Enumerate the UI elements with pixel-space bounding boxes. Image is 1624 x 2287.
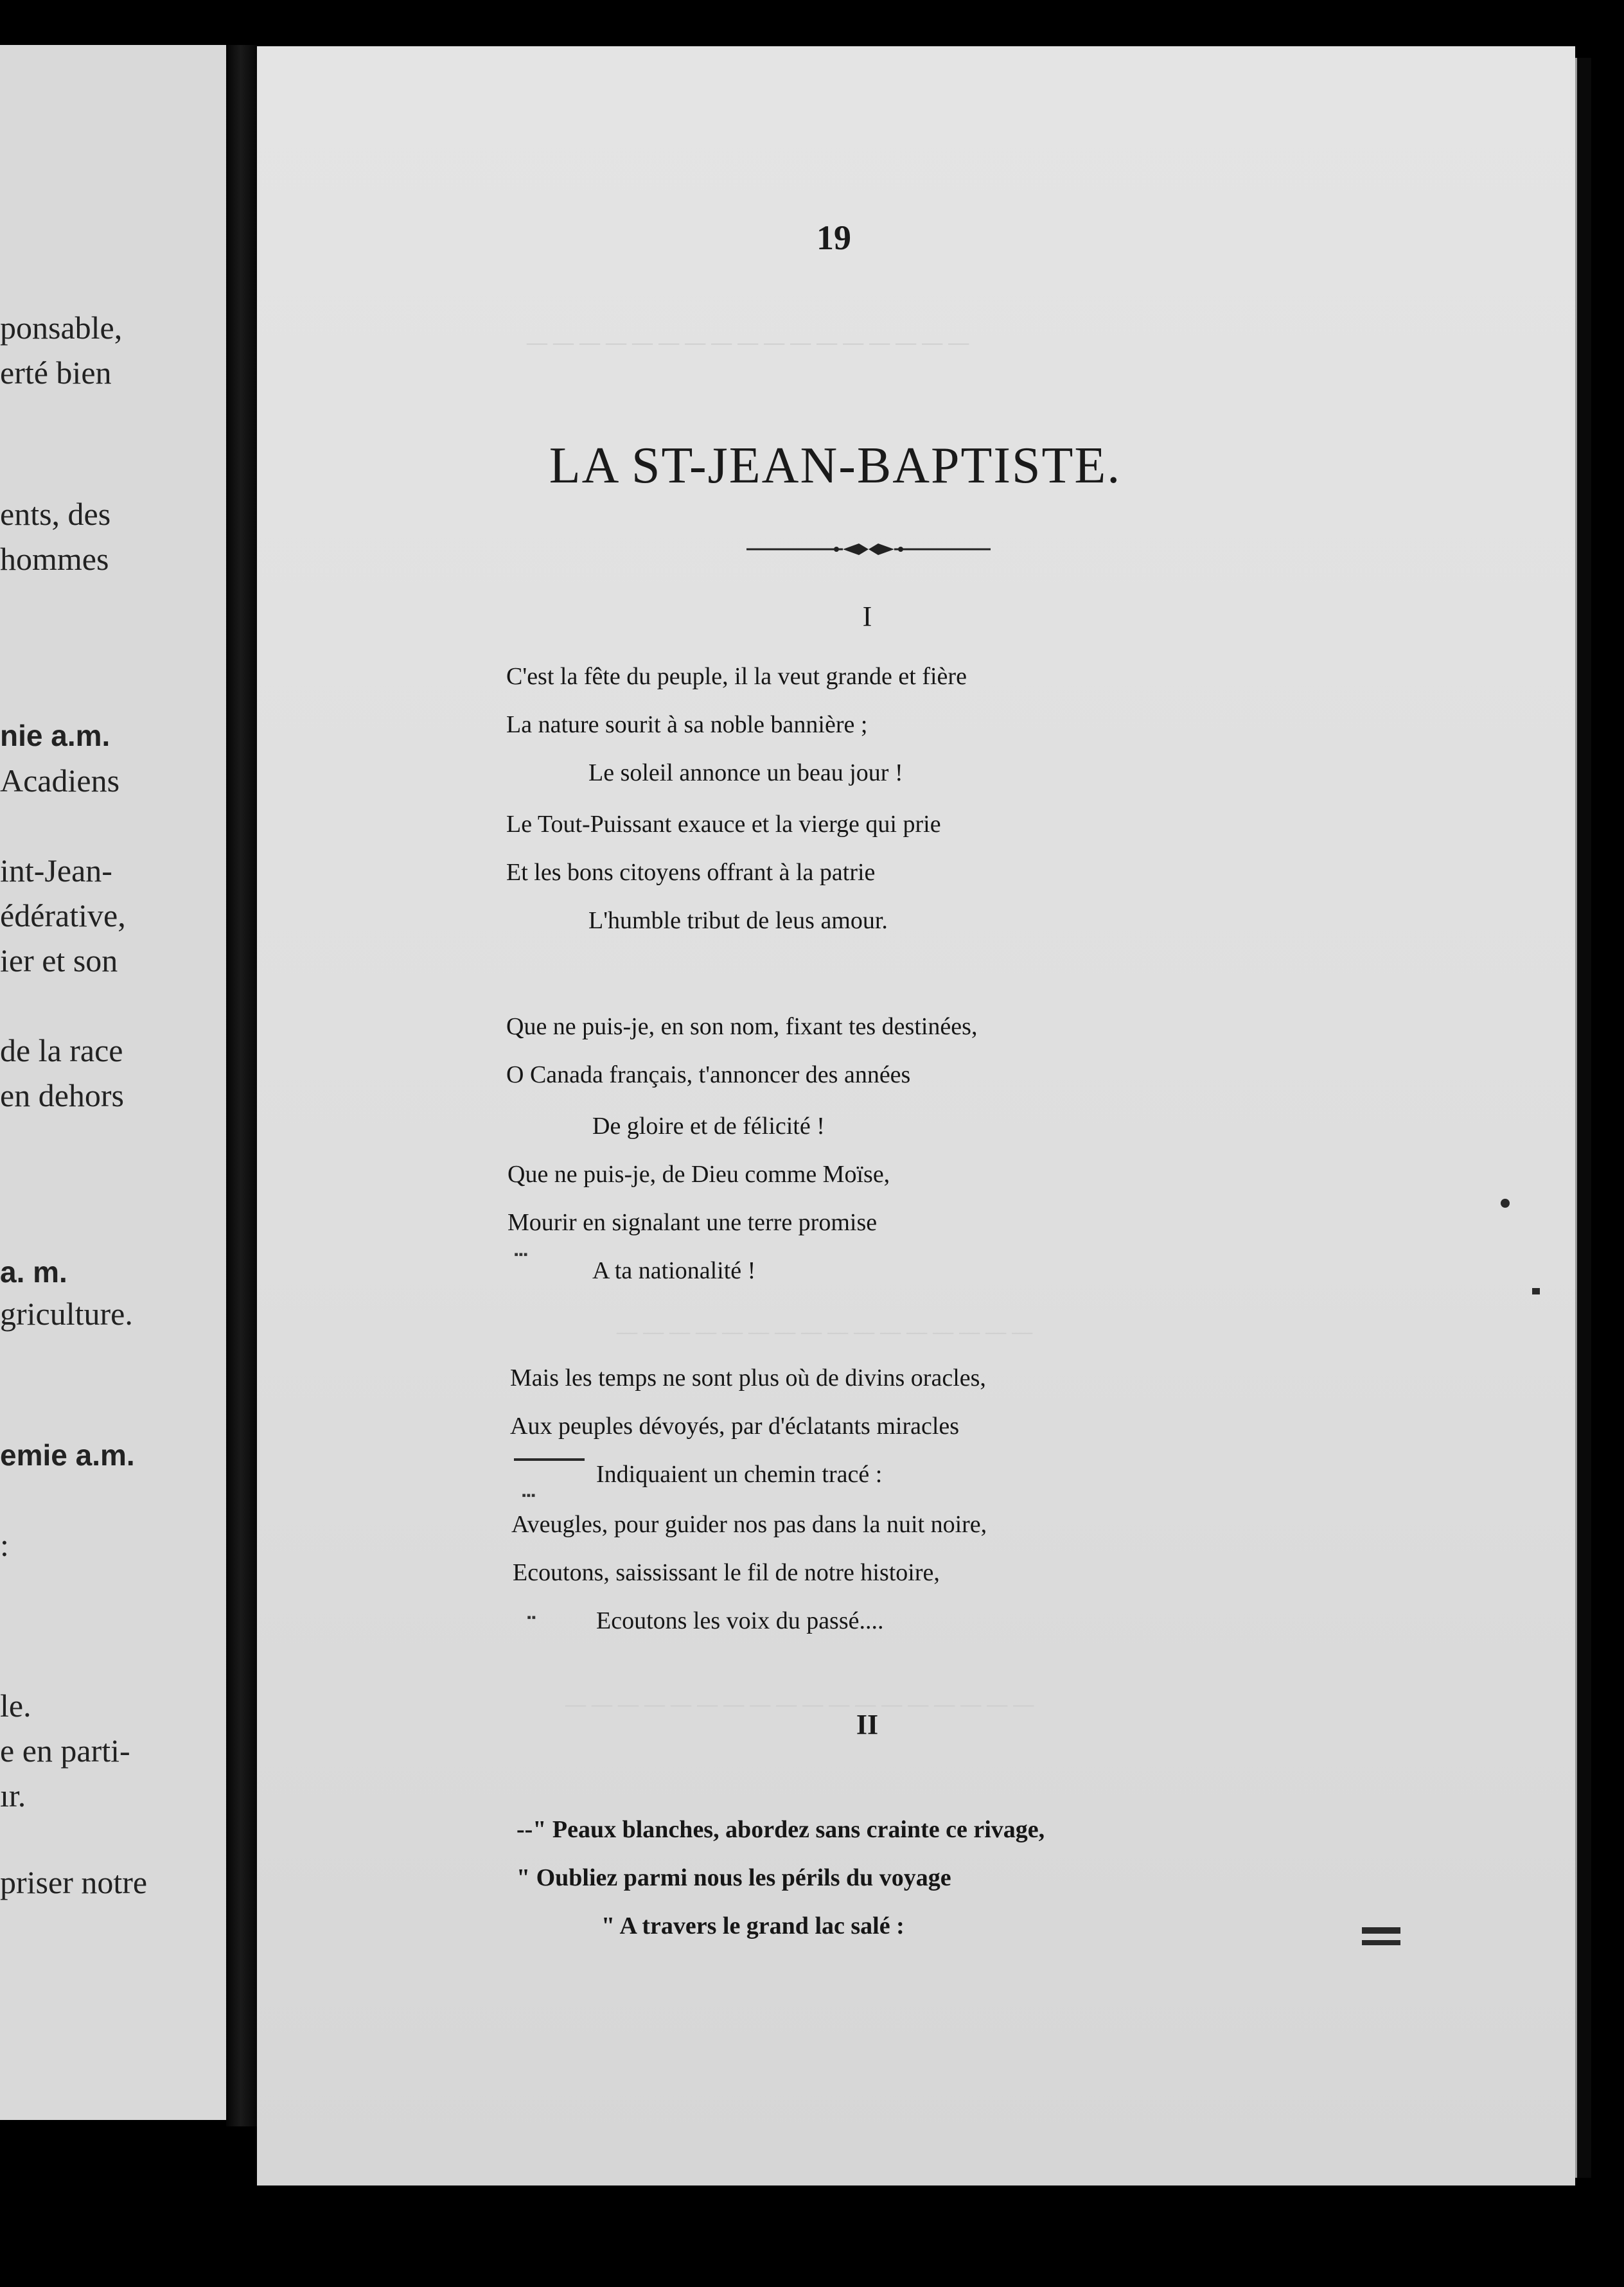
left-page-line: édérative, — [0, 897, 126, 933]
left-page-line: priser notre — [0, 1864, 148, 1900]
verse-line: Mais les temps ne sont plus où de divins oracles, — [510, 1364, 986, 1391]
ink-speck — [1501, 1199, 1510, 1208]
verse-line: Aux peuples dévoyés, par d'éclatants miracles — [510, 1413, 960, 1440]
left-page-line: le. — [0, 1688, 31, 1724]
stamp-mark: ▪▪▪ — [514, 1249, 528, 1258]
show-through-text: — — — — — — — — — — — — — — — — — [617, 1318, 1033, 1344]
verse-line: Que ne puis-je, de Dieu comme Moïse, — [508, 1161, 890, 1188]
left-page — [0, 45, 226, 2120]
page-number: 19 — [816, 218, 851, 257]
ink-speck — [1362, 1927, 1400, 1934]
left-page-line: e en parti- — [0, 1733, 130, 1769]
stamp-mark: ▪▪ — [527, 1612, 536, 1621]
verse-line: " Oubliez parmi nous les périls du voyage — [516, 1864, 951, 1891]
left-page-line: griculture. — [0, 1296, 133, 1332]
book-gutter — [226, 45, 258, 2126]
verse-line: Indiquaient un chemin tracé : — [596, 1461, 883, 1488]
verse-line: La nature sourit à sa noble bannière ; — [506, 711, 868, 738]
left-page-line: int-Jean- — [0, 852, 112, 888]
verse-line: Ecoutons, saississant le fil de notre histoire, — [513, 1559, 940, 1586]
verse-line: --" Peaux blanches, abordez sans crainte ce rivage, — [516, 1816, 1045, 1843]
verse-line: Que ne puis-je, en son nom, fixant tes destinées, — [506, 1013, 978, 1040]
show-through-text: — — — — — — — — — — — — — — — — — — [527, 329, 969, 355]
verse-line: L'humble tribut de leus amour. — [588, 907, 888, 934]
stamp-mark — [514, 1458, 585, 1461]
verse-line: Le soleil annonce un beau jour ! — [588, 759, 903, 786]
left-page-line: emie a.m. — [0, 1438, 135, 1472]
title-ornament — [746, 540, 991, 559]
verse-line: De gloire et de félicité ! — [592, 1113, 825, 1140]
left-page-line: en dehors — [0, 1077, 124, 1113]
verse-line: Le Tout-Puissant exauce et la vierge qui prie — [506, 811, 941, 838]
left-page-line: : — [0, 1527, 9, 1563]
ink-speck — [1362, 1940, 1400, 1945]
verse-line: Mourir en signalant une terre promise — [508, 1209, 878, 1236]
left-page-line: Acadiens — [0, 763, 120, 799]
left-page-line: ır. — [0, 1778, 26, 1814]
verse-line: Aveugles, pour guider nos pas dans la nuit noire, — [511, 1511, 987, 1538]
left-page-line: ier et son — [0, 942, 118, 978]
verse-line: Ecoutons les voix du passé.... — [596, 1607, 884, 1634]
show-through-text: — — — — — — — — — — — — — — — — — — — [565, 1691, 1034, 1717]
left-page-line: a. m. — [0, 1255, 67, 1289]
stamp-mark: ▪▪▪ — [522, 1490, 536, 1499]
verse-line: A ta nationalité ! — [592, 1257, 756, 1284]
verse-line: " A travers le grand lac salé : — [601, 1912, 905, 1939]
page-edge — [1575, 58, 1591, 2178]
verse-line: Et les bons citoyens offrant à la patrie — [506, 859, 876, 886]
left-page-line: ponsable, — [0, 310, 123, 346]
section-number: I — [862, 601, 872, 632]
ink-speck — [1532, 1288, 1540, 1294]
left-page-line: de la race — [0, 1032, 123, 1068]
left-page-line: ents, des — [0, 496, 111, 532]
left-page-line: erté bien — [0, 355, 112, 391]
verse-line: C'est la fête du peuple, il la veut grande et fière — [506, 663, 967, 690]
poem-title: LA ST-JEAN-BAPTISTE. — [549, 437, 1122, 494]
section-number: II — [856, 1709, 879, 1740]
left-page-line: nie a.m. — [0, 719, 110, 752]
left-page-line: hommes — [0, 541, 109, 577]
verse-line: O Canada français, t'annoncer des années — [506, 1061, 911, 1088]
